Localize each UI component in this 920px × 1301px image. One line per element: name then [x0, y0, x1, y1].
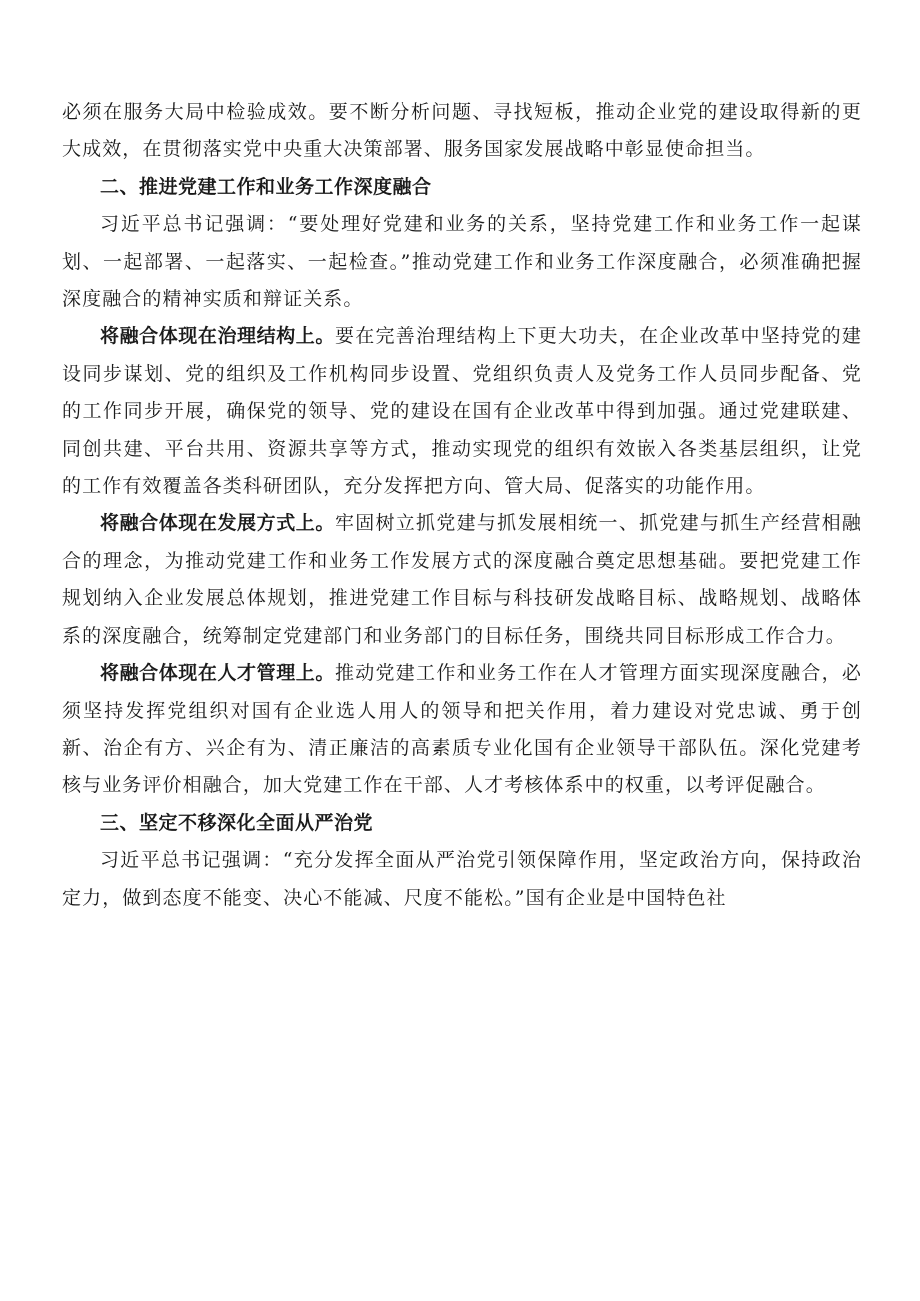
- paragraph-quote-3: 习近平总书记强调：“充分发挥全面从严治党引领保障作用，坚定政治方向，保持政治定力，做到态度不能变、决心不能减、尺度不能松。”国有企业是中国特色社: [62, 849, 862, 909]
- section-heading-3: 三、坚定不移深化全面从严治党: [100, 811, 374, 834]
- paragraph-lead: 将融合体现在发展方式上。: [100, 512, 335, 535]
- paragraph-quote-2: 习近平总书记强调：“要处理好党建和业务的关系，坚持党建工作和业务工作一起谋划、一起部署、一起落实、一起检查。”推动党建工作和业务工作深度融合，必须准确把握深度融合的精神实质和辩证关系。: [62, 213, 862, 311]
- paragraph-text: 要在完善治理结构上下更大功夫，在企业改革中坚持党的建设同步谋划、党的组织及工作机构同步设置、党组织负责人及党务工作人员同步配备、党的工作同步开展，确保党的领导、党的建设在国有企业改革中得到加强。通过党建联建、同创共建、平台共用、资源共享等方式，推动实现党的组织有效嵌入各类基层组织，让党的工作有效覆盖各类科研团队，充分发挥把方向、管大局、促落实的功能作用。: [62, 325, 862, 498]
- paragraph-governance: [62, 318, 862, 505]
- paragraph-lead: 将融合体现在治理结构上。: [100, 325, 335, 348]
- document-body: [62, 94, 862, 917]
- paragraph-talent: [62, 655, 862, 805]
- paragraph-lead: 将融合体现在人才管理上。: [100, 662, 335, 685]
- paragraph-text: 牢固树立抓党建与抓发展相统一、抓党建与抓生产经营相融合的理念，为推动党建工作和业务工作发展方式的深度融合奠定思想基础。要把党建工作规划纳入企业发展总体规划，推进党建工作目标与科技研发战略目标、战略规划、战略体系的深度融合，统筹制定党建部门和业务部门的目标任务，围绕共同目标形成工作合力。: [62, 512, 862, 647]
- paragraph-text: 推动党建工作和业务工作在人才管理方面实现深度融合，必须坚持发挥党组织对国有企业选人用人的领导和把关作用，着力建设对党忠诚、勇于创新、治企有方、兴企有为、清正廉洁的高素质专业化国有企业领导干部队伍。深化党建考核与业务评价相融合，加大党建工作在干部、人才考核体系中的权重，以考评促融合。: [62, 662, 862, 797]
- paragraph-continuation: 必须在服务大局中检验成效。要不断分析问题、寻找短板，推动企业党的建设取得新的更大成效，在贯彻落实党中央重大决策部署、服务国家发展战略中彰显使命担当。: [62, 101, 862, 161]
- paragraph-development: [62, 505, 862, 655]
- section-heading-2: 二、推进党建工作和业务工作深度融合: [100, 175, 432, 198]
